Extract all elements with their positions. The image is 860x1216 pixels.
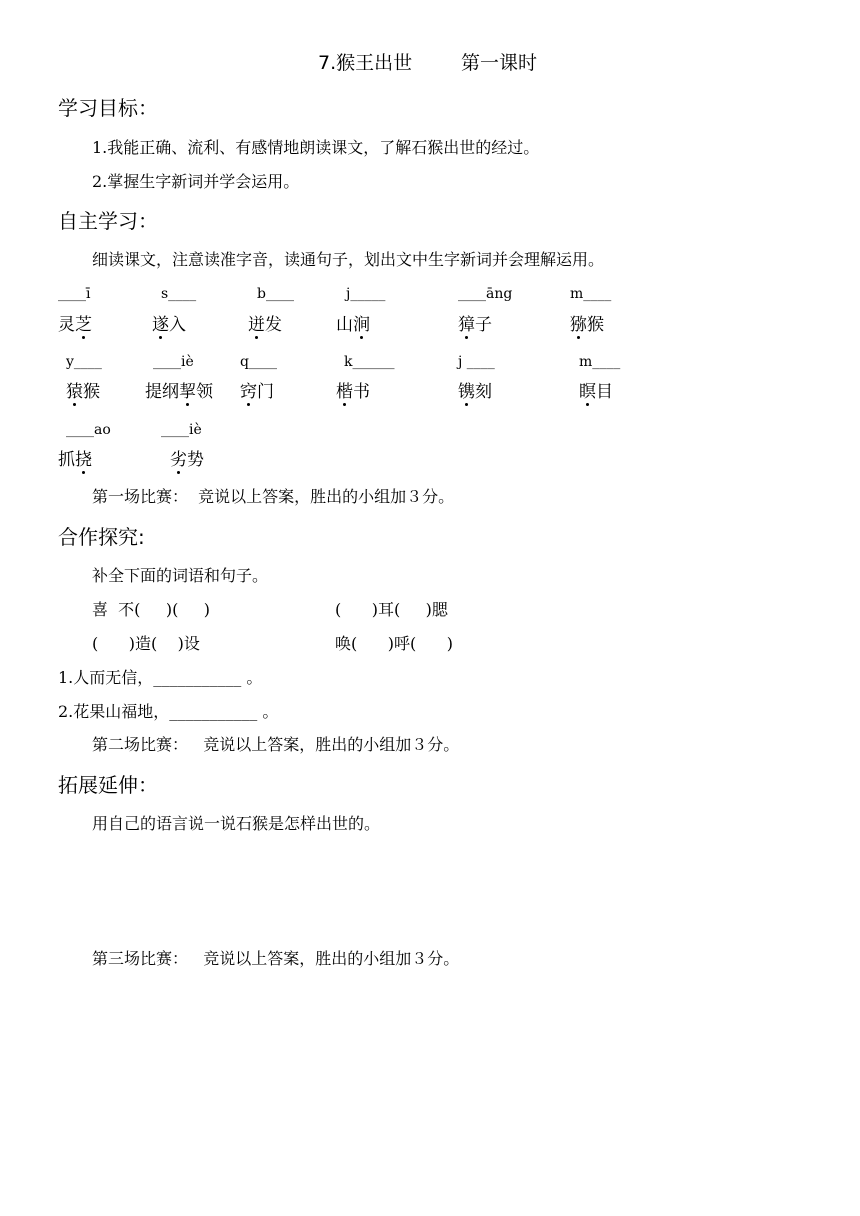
vocab-word: 提纲挈领 xyxy=(145,382,213,402)
vocab-word: 獐子 xyxy=(458,315,492,335)
fill-sentence: 2.花果山福地，___________ 。 xyxy=(58,702,279,721)
vocab-word: 灵芝 xyxy=(58,315,92,335)
vocab-word: 抓挠 xyxy=(58,450,92,470)
pinyin-blank: y____ xyxy=(66,354,102,370)
vocab-word: 山涧 xyxy=(336,315,370,335)
vocab-word: 猿猴 xyxy=(66,382,100,402)
fill-sentence: 1.人而无信，___________ 。 xyxy=(58,668,263,687)
pinyin-blank: ____āng xyxy=(458,286,513,302)
pinyin-blank: b____ xyxy=(257,286,294,302)
pinyin-blank: ____iè xyxy=(161,422,202,438)
self-study-instruction: 细读课文，注意读准字音，读通句子，划出文中生字新词并会理解运用。 xyxy=(92,250,605,269)
goals-heading: 学习目标： xyxy=(58,96,158,120)
vocab-word: 瞑目 xyxy=(579,382,613,402)
vocab-word: 楷书 xyxy=(336,382,370,402)
contest-3: 第三场比赛： 竞说以上答案，胜出的小组加３分。 xyxy=(92,949,460,968)
fill-phrase: 喜 不( )( ) xyxy=(92,600,211,619)
pinyin-blank: m____ xyxy=(570,286,612,302)
vocab-word: 劣势 xyxy=(170,450,204,470)
pinyin-blank: j_____ xyxy=(346,286,386,302)
cooperate-heading: 合作探究: xyxy=(58,525,145,549)
pinyin-blank: ____ao xyxy=(66,422,111,438)
pinyin-blank: j ____ xyxy=(458,354,495,370)
goal-item: 1.我能正确、流利、有感情地朗读课文，了解石猴出世的经过。 xyxy=(92,138,540,157)
pinyin-blank: q____ xyxy=(240,354,277,370)
fill-phrase: ( )耳( )腮 xyxy=(335,600,448,619)
pinyin-blank: ____iè xyxy=(153,354,194,370)
vocab-word: 镌刻 xyxy=(458,382,492,402)
pinyin-blank: k______ xyxy=(344,354,395,370)
vocab-word: 遂入 xyxy=(152,315,186,335)
contest-2: 第二场比赛： 竞说以上答案，胜出的小组加３分。 xyxy=(92,735,460,754)
extend-instruction: 用自己的语言说一说石猴是怎样出世的。 xyxy=(92,814,381,833)
pinyin-blank: m____ xyxy=(579,354,621,370)
pinyin-blank: ____ī xyxy=(58,286,91,302)
fill-phrase: 唤( )呼( ) xyxy=(335,634,454,653)
self-study-heading: 自主学习： xyxy=(58,209,158,233)
vocab-word: 窍门 xyxy=(240,382,274,402)
vocab-word: 猕猴 xyxy=(570,315,604,335)
lesson-title: 7.猴王出世 xyxy=(318,52,413,74)
goal-item: 2.掌握生字新词并学会运用。 xyxy=(92,172,300,191)
vocab-word: 迸发 xyxy=(248,315,282,335)
contest-1: 第一场比赛： 竞说以上答案，胜出的小组加３分。 xyxy=(92,487,455,506)
cooperate-instruction: 补全下面的词语和句子。 xyxy=(92,566,269,585)
pinyin-blank: s____ xyxy=(161,286,197,302)
fill-phrase: ( )造( )设 xyxy=(92,634,200,653)
extend-heading: 拓展延伸： xyxy=(58,773,158,797)
lesson-period: 第一课时 xyxy=(461,52,538,74)
